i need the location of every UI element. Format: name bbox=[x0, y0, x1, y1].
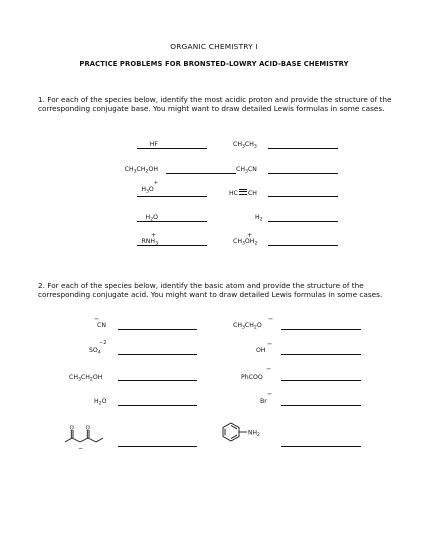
species-hf: HF bbox=[149, 141, 158, 148]
answer-line[interactable] bbox=[137, 196, 207, 197]
answer-line[interactable] bbox=[166, 173, 236, 174]
species-cyanide: CN bbox=[97, 322, 106, 329]
answer-line[interactable] bbox=[118, 354, 197, 355]
answer-line[interactable] bbox=[281, 380, 361, 381]
species-h3o-plus: $H_3O^+$ bbox=[141, 179, 158, 195]
answer-line[interactable] bbox=[281, 329, 361, 330]
question-1-text: 1. For each of the species below, identify the most acidic proton and provide the structure of the corresponding conjugate base. You might want to draw detailed Lewis formulas in some cases. bbox=[38, 95, 392, 114]
question-2-text: 2. For each of the species below, identify the basic atom and provide the structure of the corresponding conjugate acid. You might want to draw detailed Lewis formulas in some cases. bbox=[38, 281, 383, 300]
worksheet-title: PRACTICE PROBLEMS FOR BRONSTED-LOWRY ACID-BASE CHEMISTRY bbox=[79, 60, 349, 68]
aniline-structure bbox=[213, 421, 283, 451]
answer-line[interactable] bbox=[137, 221, 207, 222]
course-title: ORGANIC CHEMISTRY I bbox=[170, 42, 258, 51]
diketone-anion-structure bbox=[55, 425, 125, 465]
answer-line[interactable] bbox=[268, 173, 338, 174]
minus-charge: − bbox=[267, 340, 273, 348]
answer-line[interactable] bbox=[118, 405, 197, 406]
species-ethoxide: $CH_3CH_2O$ bbox=[233, 322, 262, 331]
species-ch3cn: $CH_3CN$ bbox=[236, 166, 257, 175]
species-ethanol: $CH_3CH_2OH$ bbox=[69, 374, 103, 383]
minus-charge: − bbox=[268, 315, 274, 323]
carbonyl-oxygen: O bbox=[69, 425, 74, 432]
diketone-bonds bbox=[65, 430, 103, 442]
minus-charge: − bbox=[267, 390, 273, 398]
answer-line[interactable] bbox=[137, 148, 207, 149]
answer-line[interactable] bbox=[268, 148, 338, 149]
answer-line[interactable] bbox=[268, 221, 338, 222]
answer-line[interactable] bbox=[268, 196, 338, 197]
species-bromide: Br bbox=[260, 398, 267, 405]
plus-charge: + bbox=[247, 231, 253, 239]
species-h2: $H_2$ bbox=[255, 214, 263, 223]
answer-line[interactable] bbox=[268, 245, 338, 246]
species-ch3oh2-plus: $CH_3OH_2$ bbox=[233, 238, 258, 247]
benzene-ring bbox=[223, 423, 247, 441]
species-ch3ch3: $CH_3CH_3$ bbox=[233, 141, 257, 150]
species-sulfate: $SO_4$ bbox=[89, 347, 101, 356]
species-ch3ch2oh: $CH_3CH_2OH$ bbox=[124, 166, 158, 175]
amino-group-label: $NH_2$ bbox=[248, 429, 260, 438]
species-acetylene: HC CH bbox=[229, 190, 257, 197]
species-rnh3-plus: $RNH_3$ bbox=[141, 238, 158, 247]
sulfate-charge: −2 bbox=[99, 340, 107, 346]
answer-line[interactable] bbox=[118, 329, 197, 330]
answer-line[interactable] bbox=[118, 446, 197, 447]
answer-line[interactable] bbox=[137, 245, 207, 246]
species-h2o: $H_2O$ bbox=[145, 214, 158, 223]
plus-charge: + bbox=[151, 231, 157, 239]
species-benzoate: PhCOO bbox=[241, 374, 263, 381]
answer-line[interactable] bbox=[281, 354, 361, 355]
species-hydroxide: OH bbox=[256, 347, 266, 354]
carbanion-charge: − bbox=[78, 445, 84, 452]
answer-line[interactable] bbox=[281, 446, 361, 447]
minus-charge: − bbox=[94, 315, 100, 323]
carbonyl-oxygen: O bbox=[85, 425, 90, 432]
species-water: $H_2O$ bbox=[94, 398, 107, 407]
answer-line[interactable] bbox=[118, 380, 197, 381]
minus-charge: − bbox=[266, 365, 272, 373]
answer-line[interactable] bbox=[281, 405, 361, 406]
